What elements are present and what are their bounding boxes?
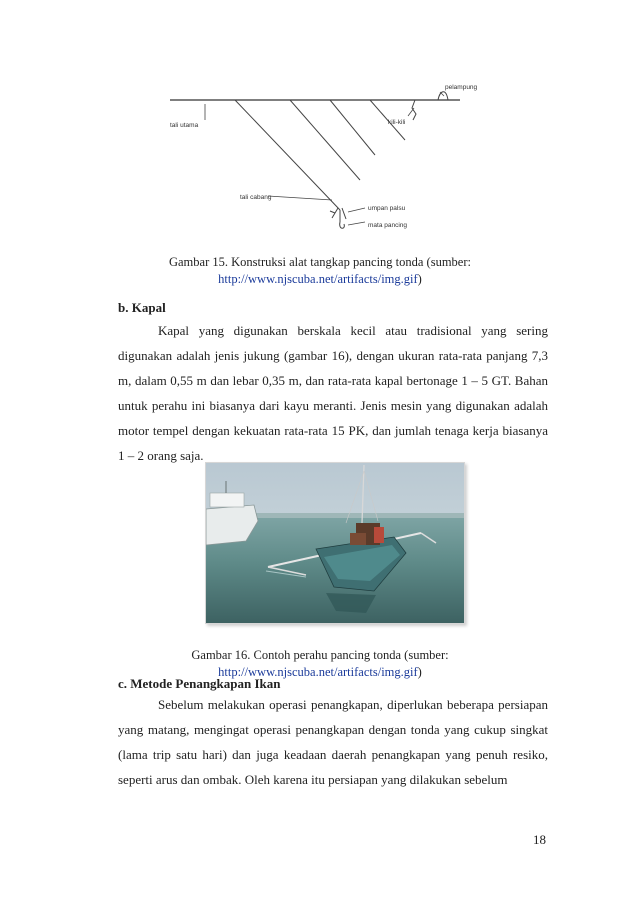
label-main-line: tali utama <box>170 122 199 129</box>
section-heading-kapal: b. Kapal <box>118 300 166 315</box>
branch-line <box>330 100 375 155</box>
paragraph-text: Sebelum melakukan operasi penangkapan, diperlukan beberapa persiapan yang matang, mengingat operasi penangkapan dengan tonda yang cukup singkat (lama trip satu hari) dan juga keadaan daerah penangkapan yang penuh resiko, seperti arus dan ombak. Oleh karena itu persiapan yang dilakukan sebelum <box>118 697 548 787</box>
caption-text: Gambar 15. Konstruksi alat tangkap pancing tonda (sumber: <box>168 255 471 269</box>
label-lure: umpan palsu <box>368 205 406 212</box>
annotation-arrow <box>348 222 365 225</box>
lure-icon <box>330 208 346 222</box>
paragraph-kapal <box>118 318 548 468</box>
caption-text: Gambar 16. Contoh perahu pancing tonda (sumber: <box>191 648 449 662</box>
hook-icon <box>340 222 345 228</box>
float-icon <box>438 92 448 100</box>
label-hook: mata pancing <box>368 222 408 229</box>
section-heading-metode: c. Metode Penangkapan Ikan <box>118 676 281 691</box>
caption-close: ) <box>417 272 422 286</box>
source-link[interactable]: http://www.njscuba.net/artifacts/img.gif <box>218 272 418 286</box>
paragraph-metode <box>118 692 548 792</box>
caption-source <box>150 271 490 288</box>
annotation-arrow <box>268 196 332 200</box>
figure-15-diagram <box>160 80 500 250</box>
paragraph-text: Kapal yang digunakan berskala kecil atau tradisional yang sering digunakan adalah jenis jukung (gambar 16), dengan ukuran rata-rata panjang 7,3 m, dalam 0,55 m dan lebar 0,35 m, dan rata-rata kapal bertonage 1 – 5 GT. Bahan untuk perahu ini biasanya dari kayu meranti. Jenis mesin yang digunakan adalah motor tempel dengan kekuatan rata-rata 15 PK, dan jumlah tenaga kerja biasanya 1 – 2 orang saja. <box>118 323 548 463</box>
annotation-arrow <box>408 108 414 116</box>
page-number: 18 <box>533 832 546 847</box>
label-branch-line: tali cabang <box>240 194 272 201</box>
figure-16-boat-photo <box>205 462 465 624</box>
caption-close: ) <box>417 665 422 679</box>
annotation-arrow <box>348 208 365 212</box>
label-float: pelampung <box>445 84 478 91</box>
source-link[interactable]: http://www.njscuba.net/artifacts/img.gif <box>218 665 418 679</box>
figure-15-caption <box>150 254 490 288</box>
label-swivel: kili-kili <box>388 119 406 126</box>
